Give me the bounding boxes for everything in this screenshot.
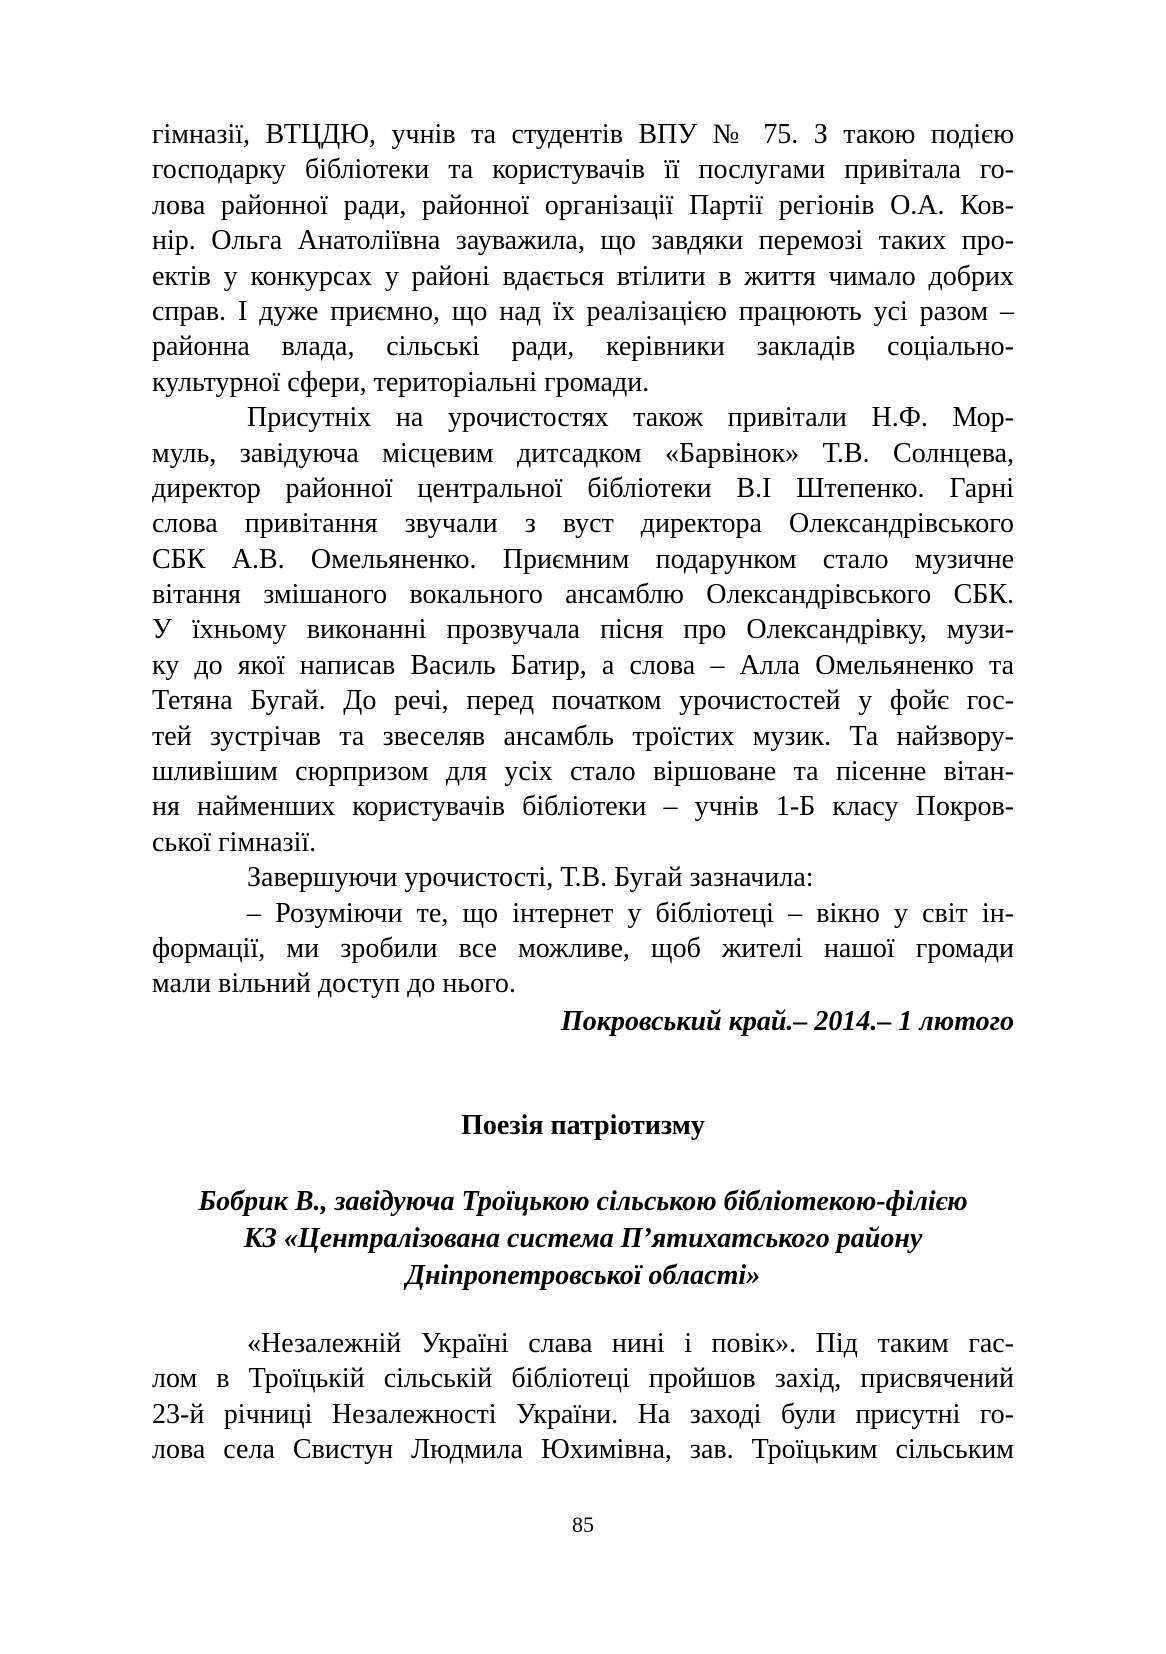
text-line: 23-й річниці Незалежності України. На заході були присутні го-: [152, 1398, 1014, 1430]
text-line: Тетяна Бугай. До речі, перед початком урочистостей у фойє гос-: [152, 685, 1014, 717]
text-line: «Незалежній Україні слава нині і повік». Під таким гас-: [247, 1328, 1014, 1359]
text-line: гімназії, ВТЦДЮ, учнів та студентів ВПУ № 75. З такою подією: [152, 119, 1014, 150]
text-line: Присутніх на урочистостях також привітали Н.Ф. Мор-: [247, 402, 1014, 434]
text-line: мали вільний доступ до нього.: [152, 968, 516, 1000]
text-line: вітання змішаного вокального ансамблю Олександрівського СБК.: [152, 579, 1014, 611]
text-line: культурної сфери, територіальні громади.: [152, 366, 650, 398]
author-byline: [152, 1183, 1014, 1294]
article-body: [152, 1326, 1014, 1468]
article-heading: [152, 1108, 1014, 1143]
text-line: формації, ми зробили все можливе, щоб жителі нашої громади: [152, 932, 1014, 964]
text-line: ку до якої написав Василь Батир, а слова – Алла Омельяненко та: [152, 649, 1014, 681]
author-line: КЗ «Централізована система П’ятихатського району: [243, 1223, 923, 1254]
article-body-continued: [152, 117, 1014, 1002]
text-line: слова привітання звучали з вуст директора Олександрівського: [152, 508, 1014, 540]
text-line: СБК А.В. Омельяненко. Приємним подарунком стало музичне: [152, 543, 1014, 575]
source-citation-block: [152, 1004, 1014, 1039]
text-line: муль, завідуюча місцевим дитсадком «Барвінок» Т.В. Солнцева,: [152, 437, 1014, 469]
page-number: 85: [572, 1512, 594, 1537]
text-line: шливішим сюрпризом для усіх стало віршоване та пісенне вітан-: [152, 756, 1014, 788]
article-title: Поезія патріотизму: [461, 1110, 705, 1141]
text-line: тей зустрічав та звеселяв ансамбль троїстих музик. Та найзвору-: [152, 720, 1014, 752]
text-line: ської гімназії.: [152, 826, 317, 858]
text-line: господарку бібліотеки та користувачів її послугами привітала го-: [152, 154, 1014, 186]
text-line: лова села Свистун Людмила Юхимівна, зав. Троїцьким сільським: [152, 1434, 1014, 1466]
text-line: Завершуючи урочистості, Т.В. Бугай зазначила:: [247, 862, 814, 894]
text-line: ектів у конкурсах у районі вдається втілити в життя чимало добрих: [152, 260, 1014, 292]
text-line: ня найменших користувачів бібліотеки – учнів 1-Б класу Покров-: [152, 791, 1014, 823]
source-citation: Покровський край.– 2014.– 1 лютого: [561, 1006, 1014, 1037]
author-line: Бобрик В., завідуюча Троїцькою сільською бібліотекою-філією: [198, 1186, 968, 1217]
text-line: У їхньому виконанні прозвучала пісня про Олександрівку, музи-: [152, 614, 1014, 646]
text-line: лом в Троїцькій сільській бібліотеці пройшов захід, присвячений: [152, 1363, 1014, 1395]
author-line: Дніпропетровської області»: [405, 1260, 761, 1291]
text-line: директор районної центральної бібліотеки В.І Штепенко. Гарні: [152, 472, 1014, 504]
text-line: районна влада, сільські ради, керівники закладів соціально-: [152, 331, 1014, 363]
text-line: справ. І дуже приємно, що над їх реалізацією працюють усі разом –: [152, 295, 1014, 327]
text-line: нір. Ольга Анатоліївна зауважила, що завдяки перемозі таких про-: [152, 225, 1014, 257]
text-line: – Розуміючи те, що інтернет у бібліотеці – вікно у світ ін-: [247, 897, 1014, 929]
text-line: лова районної ради, районної організації Партії регіонів О.А. Ков-: [152, 189, 1014, 221]
